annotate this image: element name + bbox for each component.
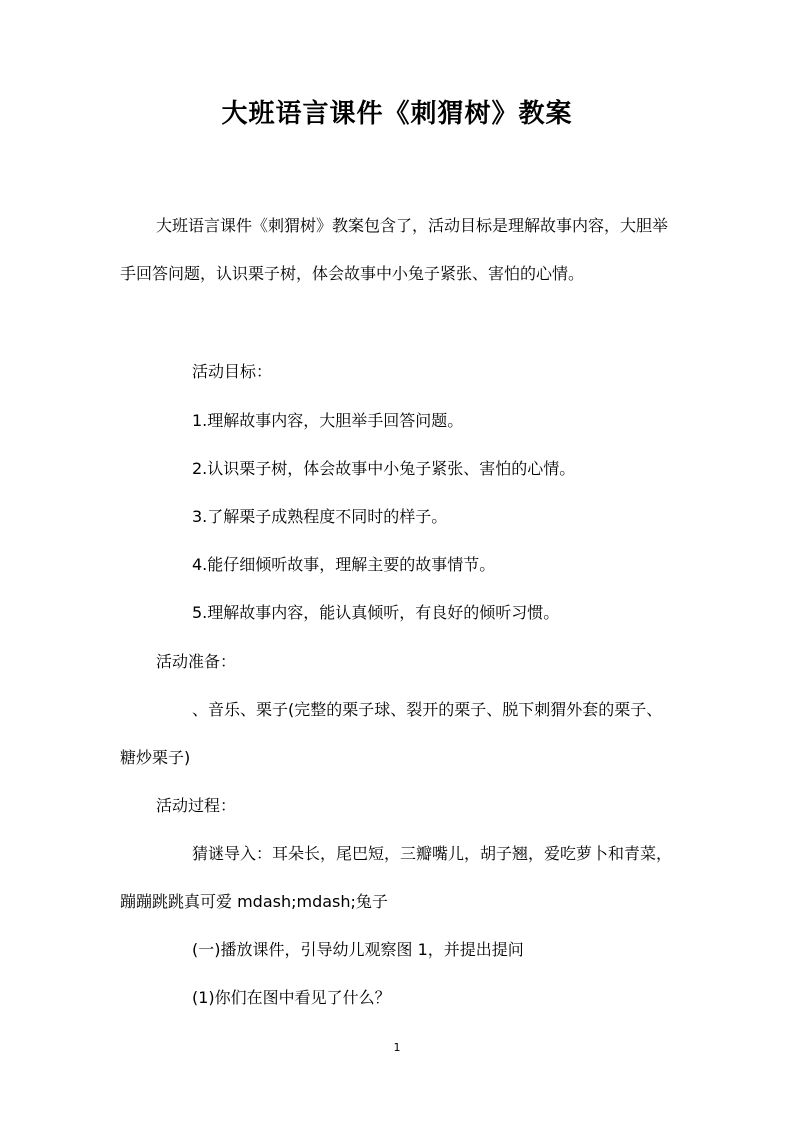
goal-item: 5.理解故事内容，能认真倾听，有良好的倾听习惯。: [192, 603, 560, 622]
question-one: (1)你们在图中看见了什么？: [192, 988, 391, 1007]
step-one: (一)播放课件，引导幼儿观察图 1，并提出提问: [192, 940, 524, 959]
goal-item: 3.了解栗子成熟程度不同时的样子。: [192, 507, 448, 526]
document-title: 大班语言课件《刺猬树》教案: [221, 99, 573, 129]
prep-paragraph: 、音乐、栗子(完整的栗子球、裂开的栗子、脱下刺猬外套的栗子、糖炒栗子): [120, 700, 663, 767]
goal-item: 4.能仔细倾听故事，理解主要的故事情节。: [192, 555, 496, 574]
riddle-paragraph: 猜谜导入：耳朵长，尾巴短，三瓣嘴儿，胡子翘，爱吃萝卜和青菜，蹦蹦跳跳真可爱 mdash;mdash;兔子: [120, 844, 673, 911]
goal-item: 2.认识栗子树，体会故事中小兔子紧张、害怕的心情。: [192, 459, 576, 478]
intro-paragraph: 大班语言课件《刺猬树》教案包含了，活动目标是理解故事内容，大胆举手回答问题，认识栗子树，体会故事中小兔子紧张、害怕的心情。: [120, 216, 669, 283]
process-heading: 活动过程：: [156, 796, 237, 815]
page-number: 1: [393, 1041, 401, 1054]
goal-item: 1.理解故事内容，大胆举手回答问题。: [192, 411, 464, 430]
goals-heading: 活动目标：: [192, 362, 273, 381]
prep-heading: 活动准备：: [156, 652, 237, 671]
